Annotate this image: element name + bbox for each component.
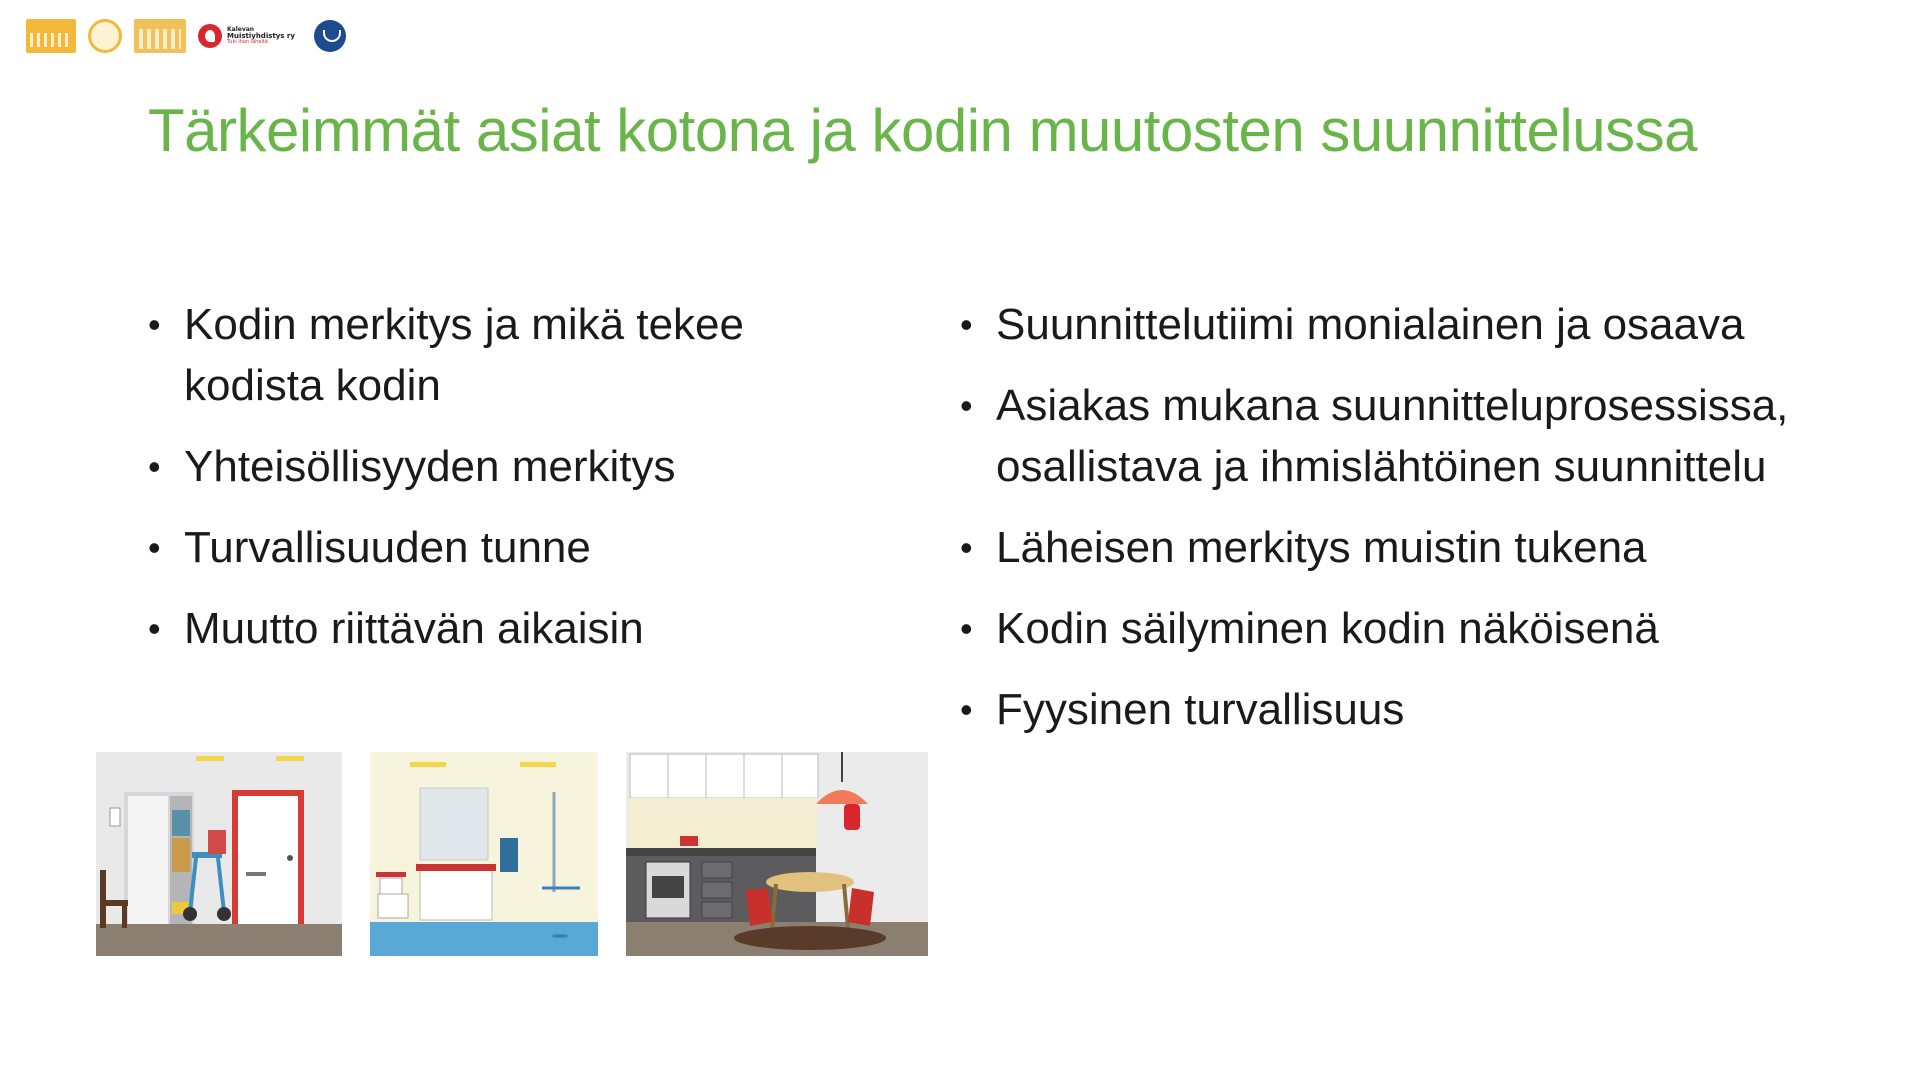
- hallway-drawing: [96, 752, 342, 956]
- association-mark-icon: [198, 24, 222, 48]
- town-logo-2: [134, 19, 186, 53]
- right-bullet-list: [960, 294, 1820, 760]
- bathroom-drawing: [370, 752, 598, 956]
- government-logo: [314, 20, 346, 52]
- bullet-item: • Suunnittelutiimi monialainen ja osaava: [960, 294, 1820, 355]
- town-logo-1: [26, 19, 76, 53]
- left-bullet-list: [148, 294, 868, 679]
- bullet-item: • Muutto riittävän aikaisin: [148, 598, 868, 659]
- logo-bar: [26, 14, 346, 58]
- bullet-item: • Fyysinen turvallisuus: [960, 679, 1820, 740]
- circle-logo: [88, 19, 122, 53]
- bullet-item: • Kodin säilyminen kodin näköisenä: [960, 598, 1820, 659]
- bathroom-illustration: [370, 752, 598, 956]
- bullet-item: • Kodin merkitys ja mikä tekee kodista kodin: [148, 294, 868, 416]
- bullet-item: • Asiakas mukana suunnitteluprosessissa, osallistava ja ihmislähtöinen suunnittelu: [960, 375, 1820, 497]
- kitchen-illustration: [626, 752, 928, 956]
- hallway-illustration: [96, 752, 342, 956]
- kitchen-drawing: [626, 752, 928, 956]
- bullet-item: • Yhteisöllisyyden merkitys: [148, 436, 868, 497]
- slide-title: Tärkeimmät asiat kotona ja kodin muutosten suunnittelussa: [148, 97, 1697, 164]
- bullet-item: • Turvallisuuden tunne: [148, 517, 868, 578]
- association-logo: Kalevan Muistiyhdistys ry Tuki ihan läheltä: [198, 19, 302, 53]
- bullet-item: • Läheisen merkitys muistin tukena: [960, 517, 1820, 578]
